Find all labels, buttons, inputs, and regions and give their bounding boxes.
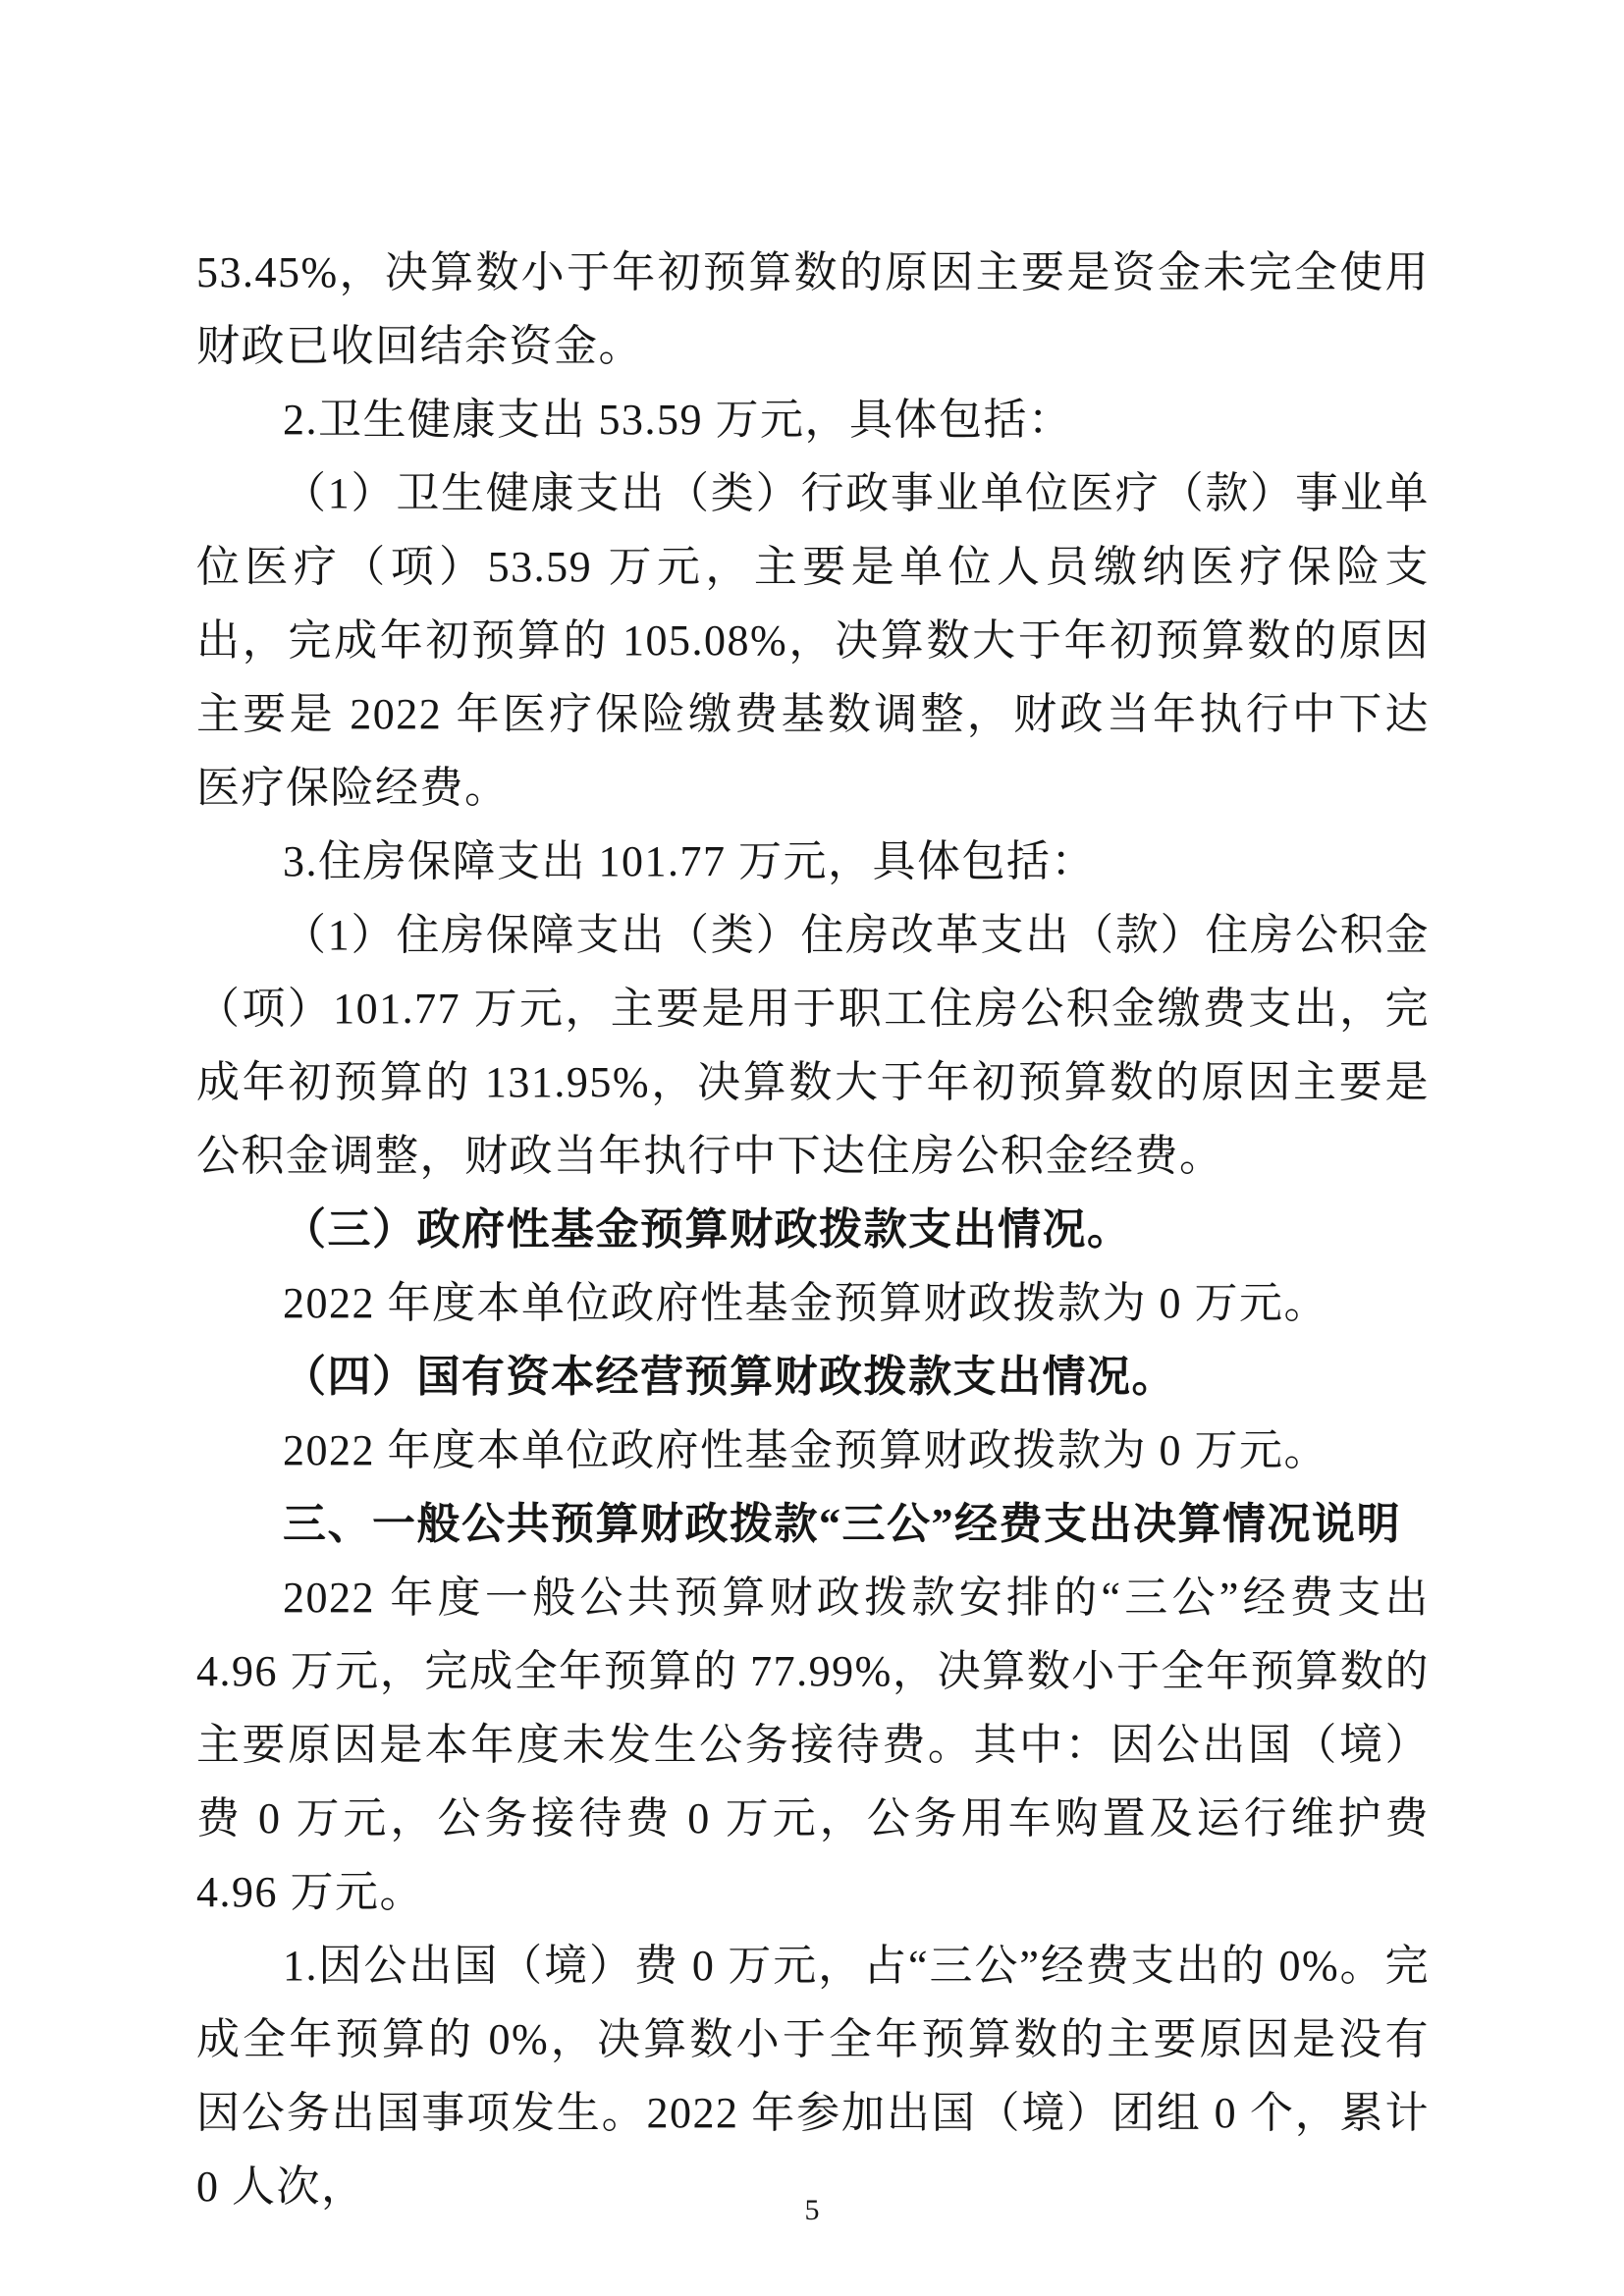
paragraph-overseas-trips: 1.因公出国（境）费 0 万元，占“三公”经费支出的 0%。完成全年预算的 0%，决算数小于全年预算数的主要原因是没有因公务出国事项发生。2022 年参加出国（境）团组 0 个，累计 0 人次，	[196, 1942, 1430, 2211]
paragraph-health-expenditure: 2.卫生健康支出 53.59 万元，具体包括：	[283, 396, 1073, 444]
paragraph-housing-expenditure-detail: （1）住房保障支出（类）住房改革支出（款）住房公积金（项）101.77 万元，主要是用于职工住房公积金缴费支出，完成年初预算的 131.95%，决算数大于年初预算数的原因主要是公积金调整，财政当年执行中下达住房公积金经费。	[196, 911, 1430, 1180]
paragraph-state-capital-budget: 2022 年度本单位政府性基金预算财政拨款为 0 万元。	[283, 1426, 1328, 1474]
paragraph-three-public-overview: 2022 年度一般公共预算财政拨款安排的“三公”经费支出 4.96 万元，完成全年预算的 77.99%，决算数小于全年预算数的主要原因是本年度未发生公务接待费。其中：因公出国（境）费 0 万元，公务接待费 0 万元，公务用车购置及运行维护费 4.96 万元。	[196, 1574, 1430, 1916]
paragraph-housing-expenditure: 3.住房保障支出 101.77 万元，具体包括：	[283, 837, 1096, 885]
document-body	[196, 236, 1430, 2223]
paragraph-govt-fund-budget: 2022 年度本单位政府性基金预算财政拨款为 0 万元。	[283, 1279, 1328, 1327]
page-number: 5	[804, 2194, 820, 2226]
paragraph-carryover: 53.45%，决算数小于年初预算数的原因主要是资金未完全使用财政已收回结余资金。	[196, 248, 1430, 370]
heading-three-public-expenses: 三、一般公共预算财政拨款“三公”经费支出决算情况说明	[283, 1500, 1401, 1548]
paragraph-health-expenditure-detail: （1）卫生健康支出（类）行政事业单位医疗（款）事业单位医疗（项）53.59 万元，主要是单位人员缴纳医疗保险支出，完成年初预算的 105.08%，决算数大于年初预算数的原因主要是 2022 年医疗保险缴费基数调整，财政当年执行中下达医疗保险经费。	[196, 469, 1430, 812]
heading-state-capital-budget: （四）国有资本经营预算财政拨款支出情况。	[283, 1353, 1176, 1401]
heading-govt-fund-budget: （三）政府性基金预算财政拨款支出情况。	[283, 1205, 1132, 1254]
